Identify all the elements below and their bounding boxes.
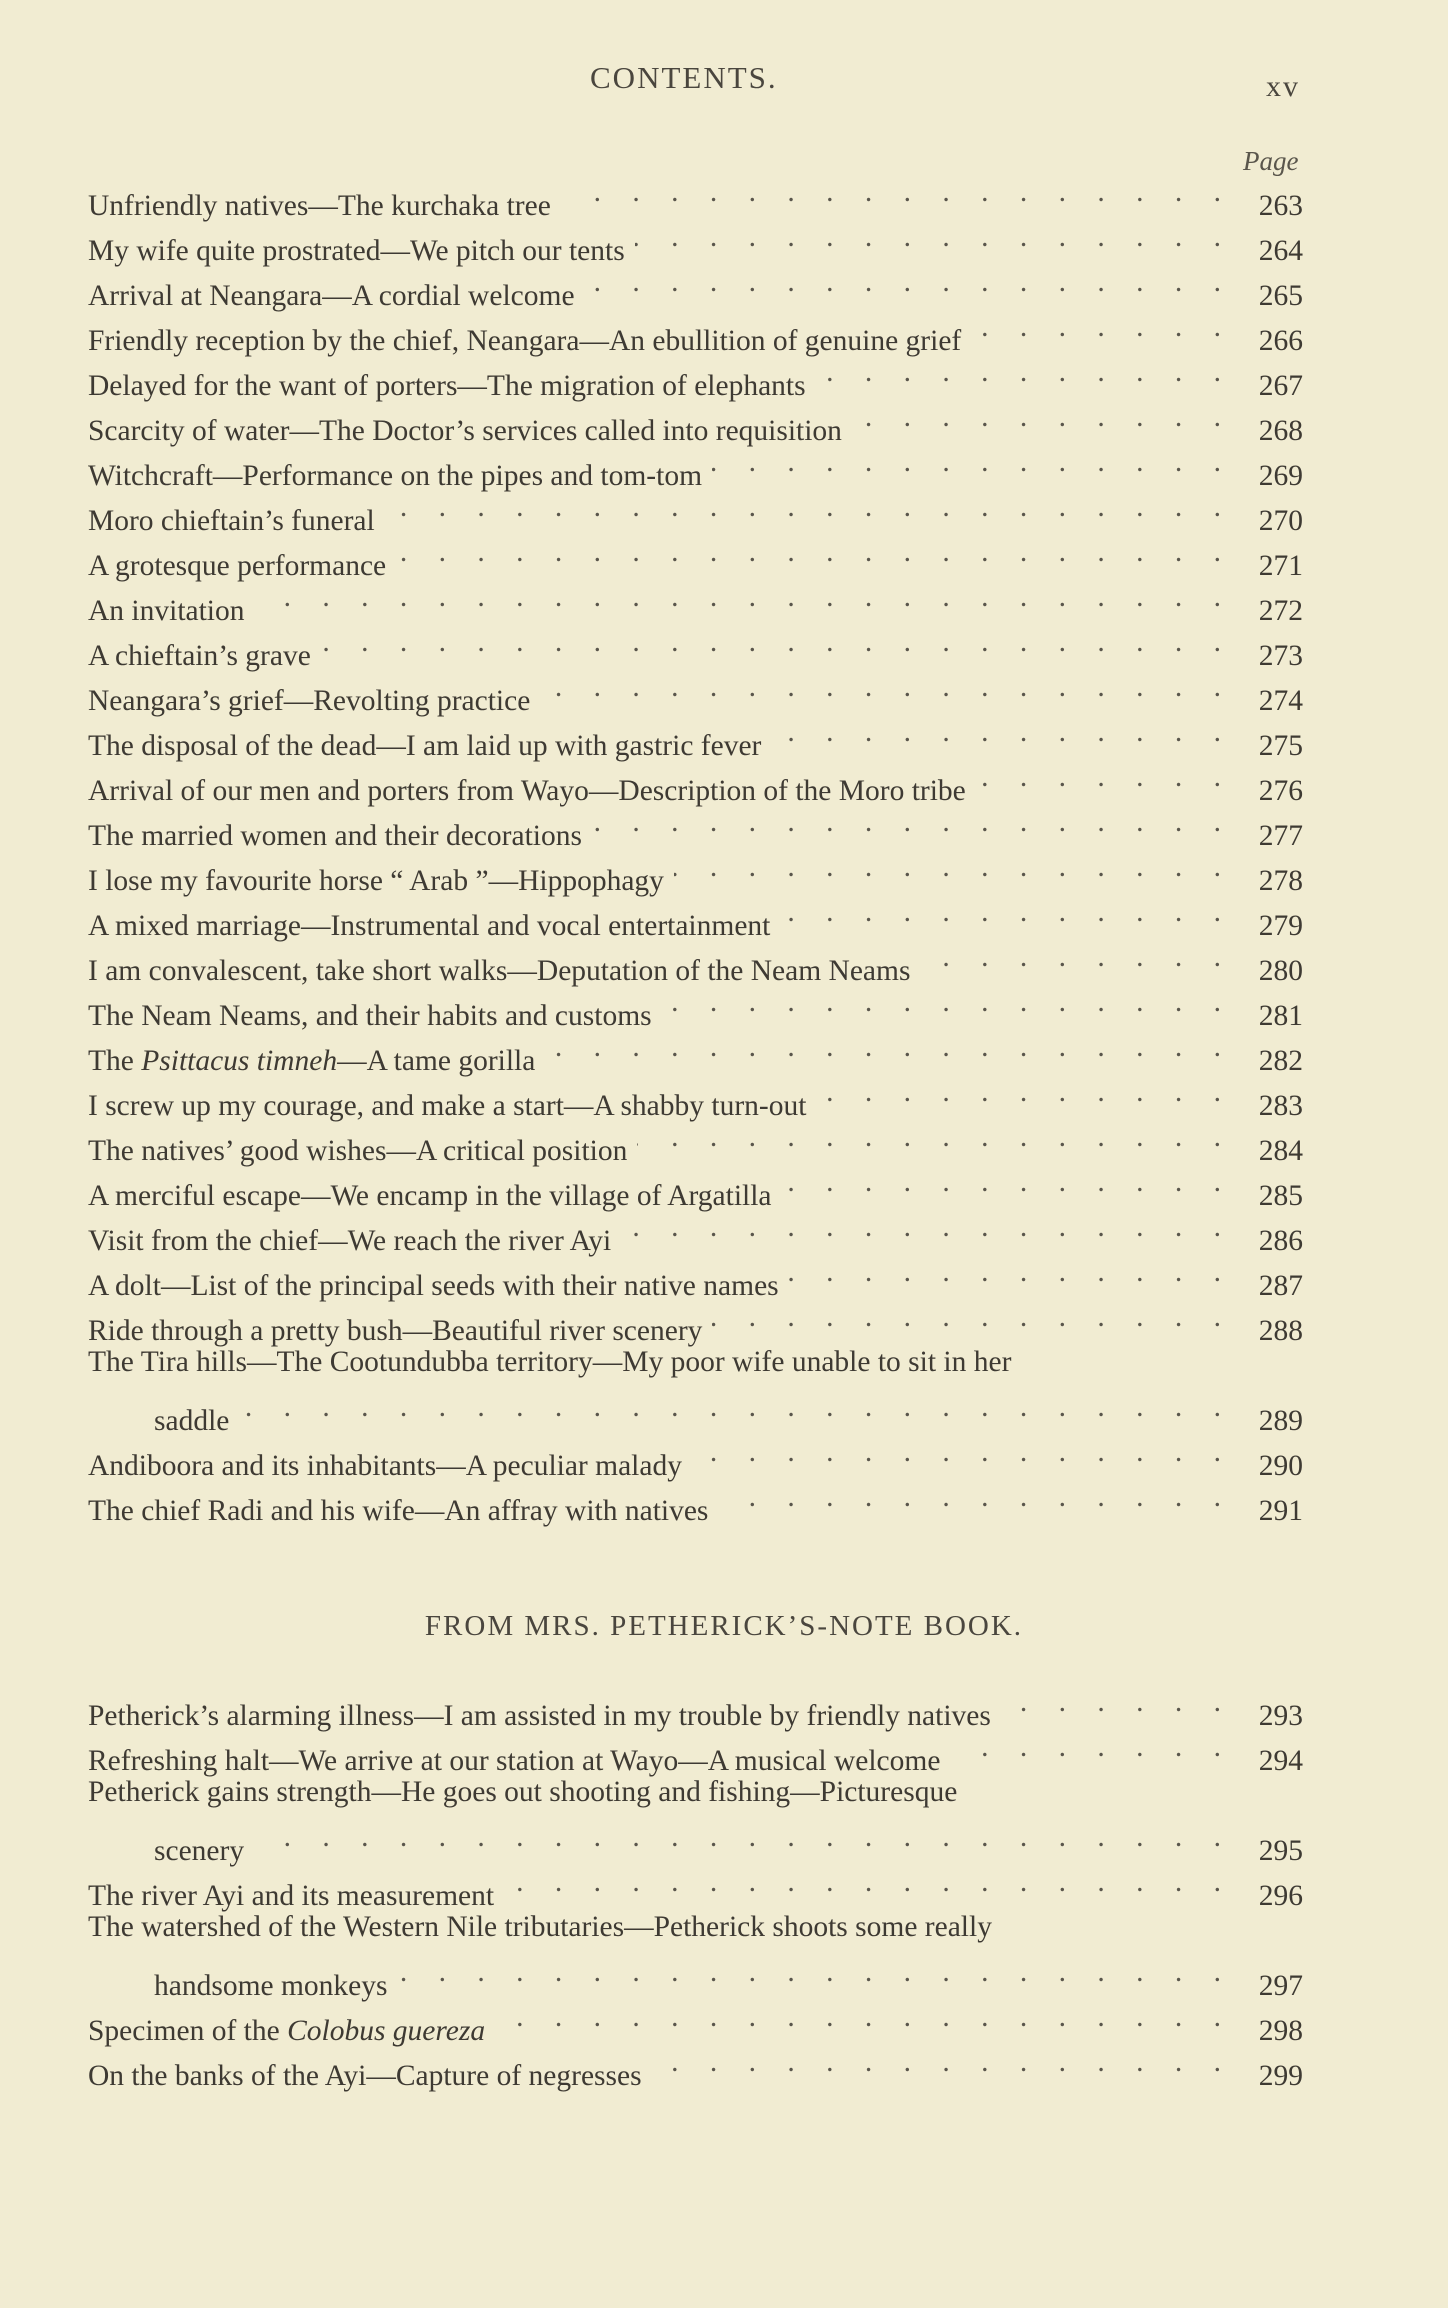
entry-title: Witchcraft—Performance on the pipes and tom-tom (88, 460, 703, 492)
entry-page-number: 267 (1258, 370, 1303, 402)
entry-page-number: 273 (1258, 640, 1303, 672)
entry-page-number: 283 (1258, 1090, 1303, 1122)
contents-entry (88, 1860, 1303, 1912)
contents-entry (88, 620, 1303, 672)
entry-line (88, 260, 1303, 312)
dot-leader (976, 755, 1233, 800)
contents-entry (88, 1250, 1303, 1302)
entry-page-number: 296 (1258, 1880, 1303, 1912)
dot-leader (254, 1815, 1233, 1860)
entry-line (88, 1115, 1303, 1167)
contents-entry (88, 710, 1303, 762)
dot-leader (255, 575, 1233, 620)
entry-title: Delayed for the want of porters—The migration of elephants (88, 370, 806, 402)
contents-entry (88, 1725, 1303, 1777)
dot-leader (920, 935, 1233, 980)
contents-entry (88, 1905, 1303, 2002)
dot-leader (1001, 1680, 1233, 1725)
entry-line (88, 800, 1303, 852)
contents-entry (88, 395, 1303, 447)
running-title: CONTENTS. (590, 60, 778, 95)
entry-line (88, 170, 1303, 222)
entry-line (88, 485, 1303, 537)
entry-line (88, 2040, 1303, 2092)
contents-entry (88, 755, 1303, 807)
entry-title: Ride through a pretty bush—Beautiful river scenery (88, 1315, 703, 1347)
notebook-contents-list (88, 1680, 1303, 2092)
dot-leader (621, 1205, 1233, 1250)
contents-entry (88, 1205, 1303, 1257)
entry-page-number: 274 (1258, 685, 1303, 717)
entry-title-italic: Colobus guereza (287, 2015, 486, 2047)
entry-title-part: —A tame gorilla (337, 1045, 536, 1077)
entry-line (88, 1725, 1303, 1777)
contents-entry (88, 215, 1303, 267)
entry-page-number: 269 (1258, 460, 1303, 492)
contents-entry (88, 665, 1303, 717)
dot-leader (674, 845, 1233, 890)
dot-leader (816, 1070, 1233, 1115)
contents-entry (88, 1295, 1303, 1347)
entry-page-number: 287 (1258, 1270, 1303, 1302)
entry-title: The married women and their decorations (88, 820, 582, 852)
entry-title: The river Ayi and its measurement (88, 1880, 495, 1912)
entry-continuation-line (88, 1385, 1303, 1437)
entry-line (88, 710, 1303, 762)
entry-title: Moro chieftain’s funeral (88, 505, 375, 537)
entry-page-number: 282 (1258, 1045, 1303, 1077)
dot-leader (692, 1430, 1233, 1475)
contents-entry (88, 260, 1303, 312)
entry-title: A grotesque performance (88, 550, 387, 582)
entry-page-number: 272 (1258, 595, 1303, 627)
entry-continuation-line (88, 1815, 1303, 1867)
contents-entry (88, 845, 1303, 897)
entry-line (88, 1160, 1303, 1212)
entry-title: Andiboora and its inhabitants—A peculiar malady (88, 1450, 682, 1482)
entry-page-number: 297 (1258, 1970, 1303, 2002)
entry-page-number: 263 (1258, 190, 1303, 222)
contents-entry (88, 1340, 1303, 1437)
contents-entry (88, 1115, 1303, 1167)
entry-line (88, 1250, 1303, 1302)
entry-title: The Tira hills—The Cootundubba territory—My poor wife unable to sit in her (88, 1346, 1012, 1378)
entry-line (88, 395, 1303, 447)
entry-line (88, 1295, 1303, 1347)
contents-entry (88, 305, 1303, 357)
entry-title: I lose my favourite horse “ Arab ”—Hippophagy (88, 865, 664, 897)
entry-title: I am convalescent, take short walks—Deputation of the Neam Neams (88, 955, 911, 987)
entry-page-number: 288 (1258, 1315, 1303, 1347)
entry-page-number: 279 (1258, 910, 1303, 942)
dot-leader (321, 620, 1233, 665)
contents-entry (88, 350, 1303, 402)
entry-page-number: 271 (1258, 550, 1303, 582)
dot-leader (504, 1860, 1233, 1905)
dot-leader (712, 1295, 1233, 1340)
page-numeral: xv (1266, 70, 1300, 103)
section-heading: FROM MRS. PETHERICK’S-NOTE BOOK. (424, 1610, 1024, 1642)
entry-page-number: 266 (1258, 325, 1303, 357)
dot-leader (396, 530, 1233, 575)
dot-leader (780, 890, 1233, 935)
entry-line (88, 1905, 1303, 1950)
contents-entry (88, 890, 1303, 942)
contents-list (88, 170, 1303, 1527)
dot-leader (782, 1160, 1233, 1205)
entry-page-number: 284 (1258, 1135, 1303, 1167)
entry-line (88, 665, 1303, 717)
dot-leader (718, 1475, 1233, 1520)
dot-leader (637, 1115, 1233, 1160)
entry-page-number: 285 (1258, 1180, 1303, 1212)
entry-page-number: 291 (1258, 1495, 1303, 1527)
entry-page-number: 276 (1258, 775, 1303, 807)
entry-page-number: 286 (1258, 1225, 1303, 1257)
entry-line (88, 305, 1303, 357)
entry-title: The natives’ good wishes—A critical position (88, 1135, 628, 1167)
dot-leader (662, 980, 1233, 1025)
entry-title-part: The (88, 1045, 142, 1077)
entry-title: Petherick gains strength—He goes out shooting and fishing—Picturesque (88, 1776, 958, 1808)
entry-line (88, 845, 1303, 897)
dot-leader (385, 485, 1233, 530)
entry-title-continuation: scenery (154, 1835, 245, 1867)
dot-leader (398, 1950, 1233, 1995)
entry-title: Refreshing halt—We arrive at our station at Wayo—A musical welcome (88, 1745, 941, 1777)
entry-title: Friendly reception by the chief, Neangara—An ebullition of genuine grief (88, 325, 962, 357)
entry-page-number: 293 (1258, 1700, 1303, 1732)
entry-page-number: 299 (1258, 2060, 1303, 2092)
entry-page-number: 298 (1258, 2015, 1303, 2047)
dot-leader (816, 350, 1233, 395)
contents-entry (88, 800, 1303, 852)
dot-leader (852, 395, 1233, 440)
entry-line (88, 440, 1303, 492)
entry-line (88, 620, 1303, 672)
contents-entry (88, 1430, 1303, 1482)
entry-page-number: 265 (1258, 280, 1303, 312)
entry-page-number: 278 (1258, 865, 1303, 897)
entry-line (88, 1770, 1303, 1815)
entry-title-italic: Psittacus timneh (141, 1045, 338, 1077)
contents-entry (88, 1025, 1303, 1077)
entry-title: Arrival at Neangara—A cordial welcome (88, 280, 575, 312)
contents-entry (88, 170, 1303, 222)
dot-leader (239, 1385, 1233, 1430)
entry-page-number: 275 (1258, 730, 1303, 762)
entry-title-continuation: handsome monkeys (154, 1970, 388, 2002)
contents-entry (88, 1160, 1303, 1212)
dot-leader (540, 665, 1233, 710)
entry-line (88, 935, 1303, 987)
contents-entry (88, 935, 1303, 987)
entry-line (88, 1680, 1303, 1732)
entry-line (88, 1340, 1303, 1385)
dot-leader (950, 1725, 1233, 1770)
entry-title: Visit from the chief—We reach the river Ayi (88, 1225, 612, 1257)
entry-title: A dolt—List of the principal seeds with their native names (88, 1270, 779, 1302)
entry-page-number: 294 (1258, 1745, 1303, 1777)
contents-entry (88, 2040, 1303, 2092)
dot-leader (495, 1995, 1233, 2040)
entry-line (88, 1025, 1303, 1077)
entry-page-number: 268 (1258, 415, 1303, 447)
dot-leader (652, 2040, 1233, 2085)
contents-entry (88, 1070, 1303, 1122)
contents-entry (88, 1770, 1303, 1867)
entry-title: A merciful escape—We encamp in the village of Argatilla (88, 1180, 772, 1212)
entry-page-number: 264 (1258, 235, 1303, 267)
entry-line (88, 350, 1303, 402)
entry-page-number: 277 (1258, 820, 1303, 852)
dot-leader (635, 215, 1233, 260)
entry-title: A chieftain’s grave (88, 640, 311, 672)
entry-title: Unfriendly natives—The kurchaka tree (88, 190, 551, 222)
entry-line (88, 980, 1303, 1032)
entry-line (88, 215, 1303, 267)
entry-title: I screw up my courage, and make a start—A shabby turn-out (88, 1090, 807, 1122)
entry-line (88, 890, 1303, 942)
dot-leader (545, 1025, 1233, 1070)
entry-title: On the banks of the Ayi—Capture of negresses (88, 2060, 642, 2092)
entry-line (88, 530, 1303, 582)
entry-title-continuation: saddle (154, 1405, 230, 1437)
entry-title: The disposal of the dead—I am laid up with gastric fever (88, 730, 762, 762)
dot-leader (971, 305, 1233, 350)
entry-line (88, 1070, 1303, 1122)
entry-line (88, 1475, 1303, 1527)
entry-title-part: Specimen of the (88, 2015, 288, 2047)
entry-title: The chief Radi and his wife—An affray with natives (88, 1495, 709, 1527)
contents-entry (88, 575, 1303, 627)
dot-leader (585, 260, 1233, 305)
dot-leader (771, 710, 1233, 755)
entry-line (88, 1205, 1303, 1257)
entry-title: Scarcity of water—The Doctor’s services called into requisition (88, 415, 842, 447)
contents-entry (88, 530, 1303, 582)
entry-page-number: 281 (1258, 1000, 1303, 1032)
contents-entry (88, 440, 1303, 492)
contents-entry (88, 1995, 1303, 2047)
entry-line (88, 1860, 1303, 1912)
entry-title: The Neam Neams, and their habits and customs (88, 1000, 652, 1032)
page-column-label: Page (1243, 146, 1299, 176)
entry-line (88, 1430, 1303, 1482)
entry-title: A mixed marriage—Instrumental and vocal entertainment (88, 910, 771, 942)
entry-page-number: 280 (1258, 955, 1303, 987)
entry-title: Neangara’s grief—Revolting practice (88, 685, 531, 717)
contents-entry (88, 1475, 1303, 1527)
dot-leader (592, 800, 1233, 845)
entry-continuation-line (88, 1950, 1303, 2002)
entry-title: Arrival of our men and porters from Wayo—Description of the Moro tribe (88, 775, 966, 807)
contents-entry (88, 1680, 1303, 1732)
running-head (0, 60, 1448, 104)
dot-leader (712, 440, 1233, 485)
contents-entry (88, 485, 1303, 537)
entry-page-number: 290 (1258, 1450, 1303, 1482)
entry-line (88, 755, 1303, 807)
entry-title: My wife quite prostrated—We pitch our tents (88, 235, 625, 267)
entry-title: Petherick’s alarming illness—I am assisted in my trouble by friendly natives (88, 1700, 991, 1732)
entry-page-number: 295 (1258, 1835, 1303, 1867)
dot-leader (789, 1250, 1233, 1295)
entry-line (88, 575, 1303, 627)
entry-page-number: 270 (1258, 505, 1303, 537)
entry-line (88, 1995, 1303, 2047)
entry-title: An invitation (88, 595, 245, 627)
entry-title: The watershed of the Western Nile tributaries—Petherick shoots some really (88, 1911, 992, 1943)
dot-leader (561, 170, 1233, 215)
entry-page-number: 289 (1258, 1405, 1303, 1437)
contents-entry (88, 980, 1303, 1032)
